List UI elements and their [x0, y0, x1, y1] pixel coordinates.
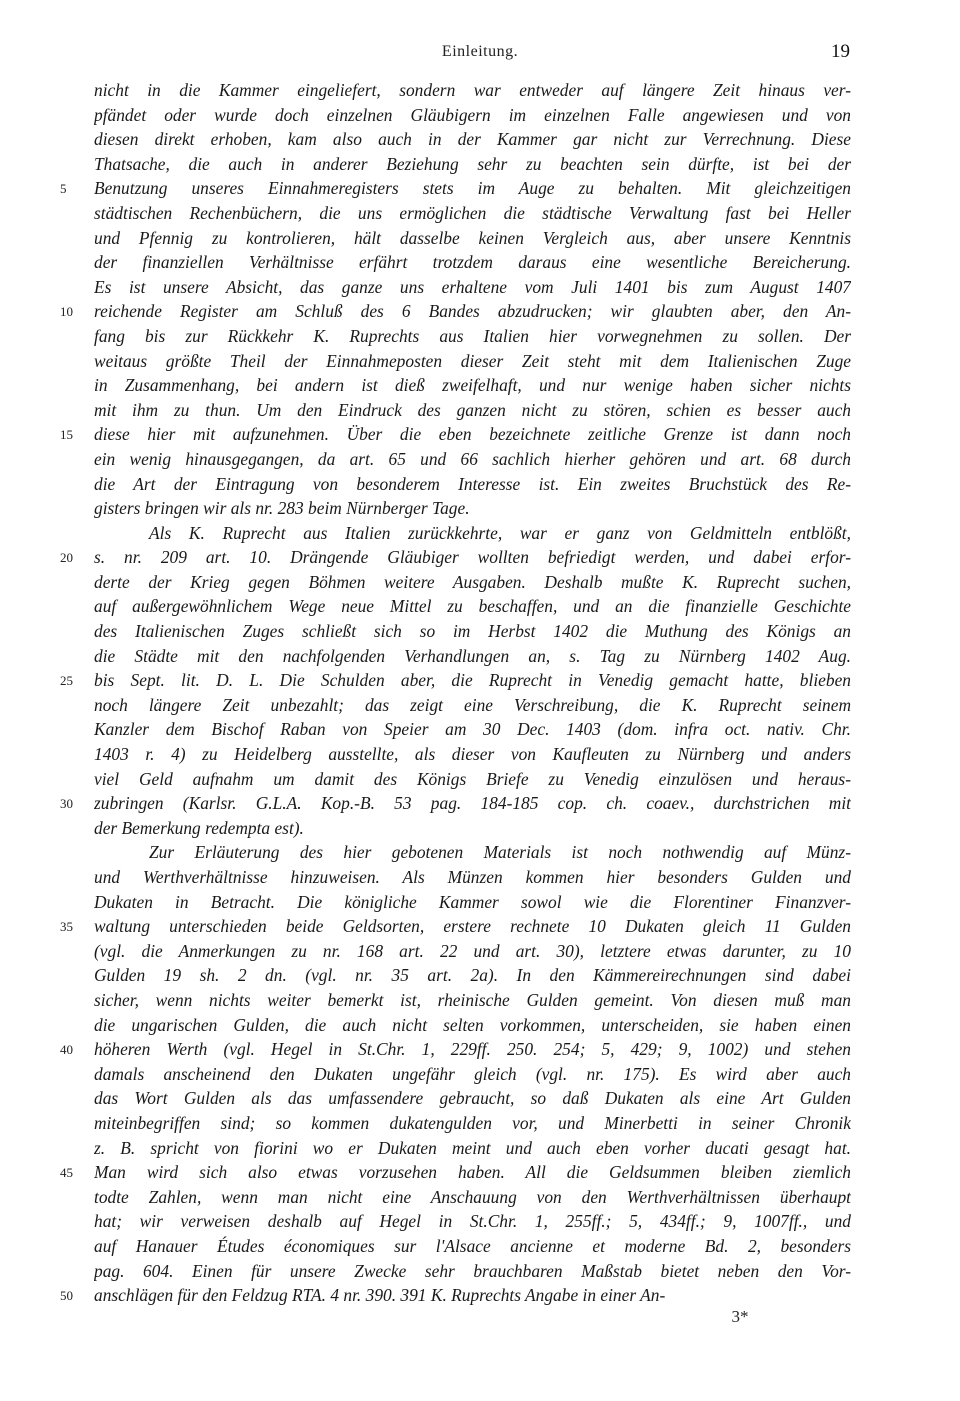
line-text: viel Geld aufnahm um damit des Königs Briefe zu Venedig einzulösen und heraus-: [94, 768, 851, 789]
line-text: auf außergewöhnlichem Wege neue Mittel zu beschaffen, und an die finanzielle Geschichte: [94, 596, 851, 617]
text-line: [0, 1136, 960, 1161]
line-number: 20: [60, 550, 73, 566]
line-number: 40: [60, 1042, 73, 1058]
line-text: ein wenig hinausgegangen, da art. 65 und 66 sachlich hierher gehören und art. 68 durch: [94, 448, 851, 469]
line-text: Als K. Ruprecht aus Italien zurückkehrte, war er ganz von Geldmitteln entblößt,: [149, 522, 851, 543]
text-line: [0, 1086, 960, 1111]
line-text: weitaus größte Theil der Einnahmeposten dieser Zeit steht mit dem Italienischen Zuge: [94, 350, 851, 371]
text-line: [0, 1283, 960, 1308]
line-text: die Städte mit den nachfolgenden Verhandlungen an, s. Tag zu Nürnberg 1402 Aug.: [94, 645, 851, 666]
text-line: [0, 1111, 960, 1136]
line-text: miteinbegriffen sind; so kommen dukatengulden vor, und Minerbetti in seiner Chronik: [94, 1112, 851, 1133]
text-line: [0, 791, 960, 816]
line-number: 30: [60, 796, 73, 812]
line-text: Man wird sich also etwas vorzusehen haben. All die Geldsummen bleiben ziemlich: [94, 1162, 851, 1183]
text-line: [0, 398, 960, 423]
line-text: anschlägen für den Feldzug RTA. 4 nr. 390. 391 K. Ruprechts Angabe in einer An-: [94, 1285, 666, 1306]
line-text: das Wort Gulden als das umfassendere gebraucht, so daß Dukaten als eine Art Gulden: [94, 1088, 851, 1109]
text-line: [0, 742, 960, 767]
running-head: Einleitung.: [441, 43, 519, 60]
line-text: die ungarischen Gulden, die auch nicht selten vorkommen, unterscheiden, sie haben einen: [94, 1014, 851, 1035]
text-line: [0, 349, 960, 374]
line-text: in Zusammenhang, bei andern ist dieß zweifelhaft, und nur wenige haben sicher nichts: [94, 375, 851, 396]
text-line: [0, 939, 960, 964]
line-number: 45: [60, 1165, 73, 1181]
line-number: 25: [60, 673, 73, 689]
line-text: und Pfennig zu kontrolieren, hält dasselbe keinen Vergleich aus, aber unsere Kenntnis: [94, 227, 851, 248]
line-text: z. B. spricht von fiorini wo er Dukaten meint und auch eben vorher ducati gesagt hat.: [94, 1137, 851, 1158]
text-line: [0, 545, 960, 570]
line-number: 15: [60, 427, 73, 443]
line-text: 1403 r. 4) zu Heidelberg ausstellte, als dieser von Kaufleuten zu Nürnberg und anders: [94, 744, 851, 765]
line-text: (vgl. die Anmerkungen zu nr. 168 art. 22 und art. 30), letztere etwas darunter, zu 10: [94, 940, 851, 961]
text-line: [0, 324, 960, 349]
line-text: noch längere Zeit unbezahlt; das zeigt eine Verschreibung, die K. Ruprecht seinem: [94, 694, 851, 715]
line-text: der Bemerkung redempta est).: [94, 817, 304, 838]
text-line: [0, 496, 960, 521]
line-text: Benutzung unseres Einnahmeregisters stets im Auge zu behalten. Mit gleichzeitigen: [94, 178, 851, 199]
line-text: gisters bringen wir als nr. 283 beim Nürnberger Tage.: [94, 498, 470, 519]
text-line: [0, 767, 960, 792]
text-line: [0, 176, 960, 201]
line-text: der finanziellen Verhältnisse erfährt trotzdem daraus eine wesentliche Bereicherung.: [94, 252, 851, 273]
line-text: pag. 604. Einen für unsere Zwecke sehr brauchbaren Maßstab bietet neben den Vor-: [94, 1260, 851, 1281]
text-line: [0, 988, 960, 1013]
line-number: 35: [60, 919, 73, 935]
text-line: [0, 644, 960, 669]
line-text: Gulden 19 sh. 2 dn. (vgl. nr. 35 art. 2a). In den Kämmereirechnungen sind dabei: [94, 965, 851, 986]
line-number: 50: [60, 1288, 73, 1304]
text-line: [0, 521, 960, 546]
line-text: städtischen Rechenbüchern, die uns ermöglichen die städtische Verwaltung fast bei Heller: [94, 202, 851, 223]
line-text: höheren Werth (vgl. Hegel in St.Chr. 1, 229ff. 250. 254; 5, 429; 9, 1002) und stehen: [94, 1039, 851, 1060]
text-line: [0, 299, 960, 324]
text-line: [0, 1013, 960, 1038]
line-text: waltung unterschieden beide Geldsorten, erstere rechnete 10 Dukaten gleich 11 Gulden: [94, 916, 851, 937]
line-text: todte Zahlen, wenn man nicht eine Anschauung von den Werthverhältnissen überhaupt: [94, 1186, 851, 1207]
line-text: Es ist unsere Absicht, das ganze uns erhaltene vom Juli 1401 bis zum August 1407: [94, 276, 851, 297]
line-text: Dukaten in Betracht. Die königliche Kammer sowol wie die Florentiner Finanzver-: [94, 891, 851, 912]
line-text: diesen direkt erhoben, kam also auch in der Kammer gar nicht zur Verrechnung. Diese: [94, 129, 851, 150]
text-line: [0, 840, 960, 865]
line-text: derte der Krieg gegen Böhmen weitere Ausgaben. Deshalb mußte K. Ruprecht suchen,: [94, 571, 851, 592]
line-text: die Art der Eintragung von besonderem Interesse ist. Ein zweites Bruchstück des Re-: [94, 473, 851, 494]
text-line: [0, 152, 960, 177]
text-line: [0, 127, 960, 152]
body-text: [0, 78, 960, 1308]
line-text: hat; wir verweisen deshalb auf Hegel in St.Chr. 1, 255ff.; 5, 434ff.; 9, 1007ff., und: [94, 1211, 851, 1232]
text-line: [0, 717, 960, 742]
text-line: [0, 1160, 960, 1185]
line-text: Thatsache, die auch in anderer Beziehung sehr zu beachten sein dürfte, ist bei der: [94, 153, 851, 174]
text-line: [0, 1037, 960, 1062]
text-line: [0, 78, 960, 103]
page-number: 19: [831, 41, 850, 62]
text-line: [0, 250, 960, 275]
line-text: zubringen (Karlsr. G.L.A. Kop.-B. 53 pag. 184-185 cop. ch. coaev., durchstrichen mit: [94, 793, 851, 814]
line-text: nicht in die Kammer eingeliefert, sondern war entweder auf längere Zeit hinaus ver-: [94, 80, 851, 100]
text-line: [0, 914, 960, 939]
text-line: [0, 226, 960, 251]
line-text: fang bis zur Rückkehr K. Ruprechts aus Italien hier vorwegnehmen zu sollen. Der: [94, 325, 851, 346]
page-header: [0, 43, 960, 67]
text-line: [0, 201, 960, 226]
text-line: [0, 594, 960, 619]
text-line: [0, 1185, 960, 1210]
signature-mark: 3*: [731, 1307, 749, 1326]
line-text: Kanzler dem Bischof Raban von Speier am 30 Dec. 1403 (dom. infra oct. nativ. Chr.: [94, 719, 851, 740]
text-line: [0, 619, 960, 644]
line-text: reichende Register am Schluß des 6 Bandes abzudrucken; wir glaubten aber, den An-: [94, 301, 851, 322]
line-text: bis Sept. lit. D. L. Die Schulden aber, die Ruprecht in Venedig gemacht hatte, blieben: [94, 670, 851, 691]
text-line: [0, 816, 960, 841]
text-line: [0, 668, 960, 693]
line-text: des Italienischen Zuges schließt sich so im Herbst 1402 die Muthung des Königs an: [94, 621, 851, 642]
text-line: [0, 570, 960, 595]
text-line: [0, 1259, 960, 1284]
text-line: [0, 1209, 960, 1234]
line-text: diese hier mit aufzunehmen. Über die eben bezeichnete zeitliche Grenze ist dann noch: [94, 424, 851, 445]
line-number: 10: [60, 304, 73, 320]
text-line: [0, 472, 960, 497]
line-text: und Werthverhältnisse hinzuweisen. Als Münzen kommen hier besonders Gulden und: [94, 867, 851, 887]
text-line: [0, 447, 960, 472]
text-line: [0, 373, 960, 398]
text-line: [0, 865, 960, 890]
line-text: Zur Erläuterung des hier gebotenen Materials ist noch nothwendig auf Münz-: [149, 842, 851, 863]
text-line: [0, 422, 960, 447]
line-text: damals anscheinend den Dukaten ungefähr gleich (vgl. nr. 175). Es wird aber auch: [94, 1063, 851, 1084]
line-number: 5: [60, 181, 67, 197]
line-text: s. nr. 209 art. 10. Drängende Gläubiger wollten befriedigt werden, und dabei erfor-: [94, 547, 851, 568]
text-line: [0, 1234, 960, 1259]
text-line: [0, 1062, 960, 1087]
text-line: [0, 963, 960, 988]
text-line: [0, 275, 960, 300]
text-line: [0, 103, 960, 128]
text-line: [0, 693, 960, 718]
text-line: [0, 890, 960, 915]
line-text: sicher, wenn nichts weiter bemerkt ist, rheinische Gulden gemeint. Von diesen muß man: [94, 989, 851, 1010]
line-text: pfändet oder wurde doch einzelnen Gläubigern im einzelnen Falle angewiesen und von: [94, 104, 851, 125]
line-text: mit ihm zu thun. Um den Eindruck des ganzen nicht zu stören, schien es besser auch: [94, 399, 851, 420]
line-text: auf Hanauer Études économiques sur l'Alsace ancienne et moderne Bd. 2, besonders: [94, 1235, 851, 1256]
